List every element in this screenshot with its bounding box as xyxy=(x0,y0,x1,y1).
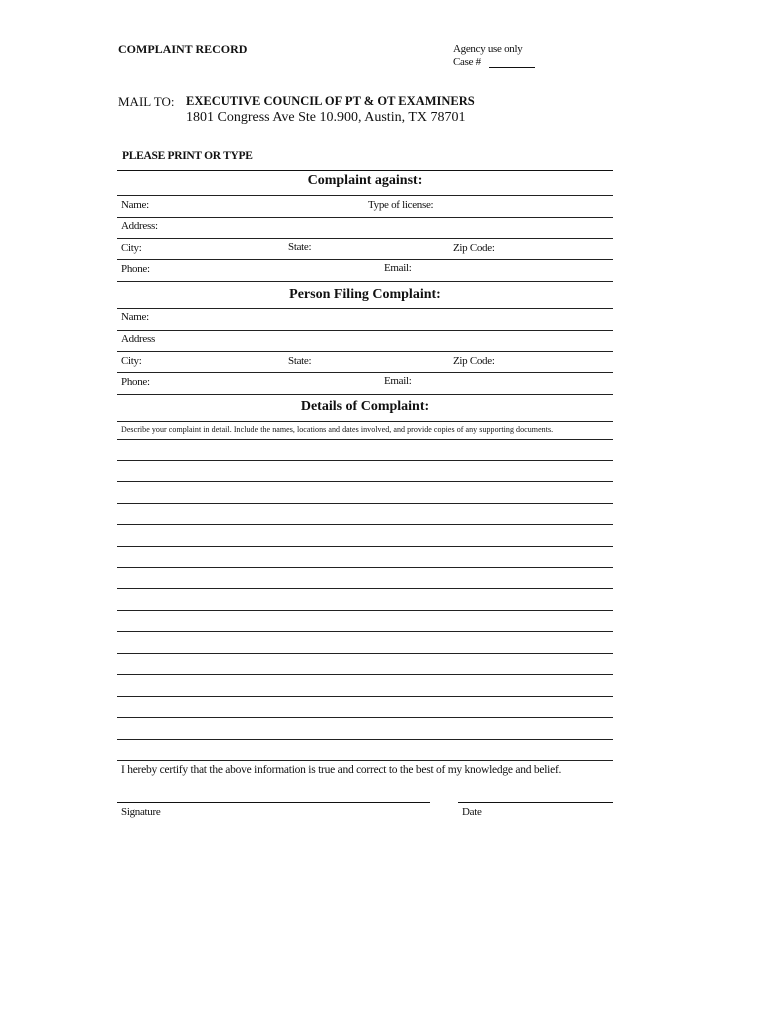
filer-city-field[interactable] xyxy=(117,372,613,373)
filer-name-label: Name: xyxy=(121,311,149,323)
date-field[interactable] xyxy=(458,802,613,803)
respondent-phone-label: Phone: xyxy=(121,263,150,275)
divider xyxy=(117,308,613,309)
respondent-state-label: State: xyxy=(288,241,312,253)
filer-city-label: City: xyxy=(121,355,142,367)
filer-phone-label: Phone: xyxy=(121,376,150,388)
details-line[interactable] xyxy=(117,739,613,740)
details-line[interactable] xyxy=(117,503,613,504)
mail-to-label: MAIL TO: xyxy=(118,94,175,109)
certification-statement: I hereby certify that the above information is true and correct to the best of my knowledge and belief. xyxy=(121,764,562,776)
details-line[interactable] xyxy=(117,524,613,525)
details-line[interactable] xyxy=(117,588,613,589)
details-line[interactable] xyxy=(117,546,613,547)
print-instruction: PLEASE PRINT OR TYPE xyxy=(122,150,253,162)
filer-address-label: Address xyxy=(121,333,155,345)
filer-phone-field[interactable] xyxy=(117,394,613,395)
details-line[interactable] xyxy=(117,481,613,482)
details-description: Describe your complaint in detail. Include the names, locations and dates involved, and provide copies of any supporting documents. xyxy=(121,425,554,434)
filer-name-field[interactable] xyxy=(117,330,613,331)
divider xyxy=(117,421,613,422)
details-line[interactable] xyxy=(117,717,613,718)
filer-zip-label: Zip Code: xyxy=(453,355,495,367)
mail-to-address: 1801 Congress Ave Ste 10.900, Austin, TX 78701 xyxy=(186,110,466,125)
divider xyxy=(117,439,613,440)
respondent-license-label: Type of license: xyxy=(368,199,434,211)
section-heading-person-filing: Person Filing Complaint: xyxy=(289,287,441,302)
respondent-email-label: Email: xyxy=(384,262,412,274)
filer-state-label: State: xyxy=(288,355,312,367)
respondent-phone-field[interactable] xyxy=(117,281,613,282)
section-heading-complaint-against: Complaint against: xyxy=(307,173,423,188)
signature-label: Signature xyxy=(121,806,161,818)
mail-to-organization: EXECUTIVE COUNCIL OF PT & OT EXAMINERS xyxy=(186,94,475,108)
respondent-name-label: Name: xyxy=(121,199,149,211)
section-heading-details: Details of Complaint: xyxy=(300,399,430,414)
details-line[interactable] xyxy=(117,460,613,461)
respondent-zip-label: Zip Code: xyxy=(453,242,495,254)
respondent-city-label: City: xyxy=(121,242,142,254)
date-label: Date xyxy=(462,806,482,818)
details-line[interactable] xyxy=(117,567,613,568)
details-line[interactable] xyxy=(117,631,613,632)
form-title: COMPLAINT RECORD xyxy=(118,42,248,56)
case-number-field[interactable] xyxy=(489,67,535,68)
details-line[interactable] xyxy=(117,610,613,611)
details-line[interactable] xyxy=(117,653,613,654)
respondent-city-field[interactable] xyxy=(117,259,613,260)
divider xyxy=(117,195,613,196)
filer-email-label: Email: xyxy=(384,375,412,387)
filer-address-field[interactable] xyxy=(117,351,613,352)
respondent-address-label: Address: xyxy=(121,220,158,232)
respondent-name-field[interactable] xyxy=(117,217,613,218)
agency-use-label: Agency use only xyxy=(453,43,523,55)
divider xyxy=(117,170,613,171)
signature-field[interactable] xyxy=(117,802,430,803)
details-line[interactable] xyxy=(117,760,613,761)
details-line[interactable] xyxy=(117,674,613,675)
respondent-address-field[interactable] xyxy=(117,238,613,239)
case-number-label: Case # xyxy=(453,56,481,68)
details-line[interactable] xyxy=(117,696,613,697)
